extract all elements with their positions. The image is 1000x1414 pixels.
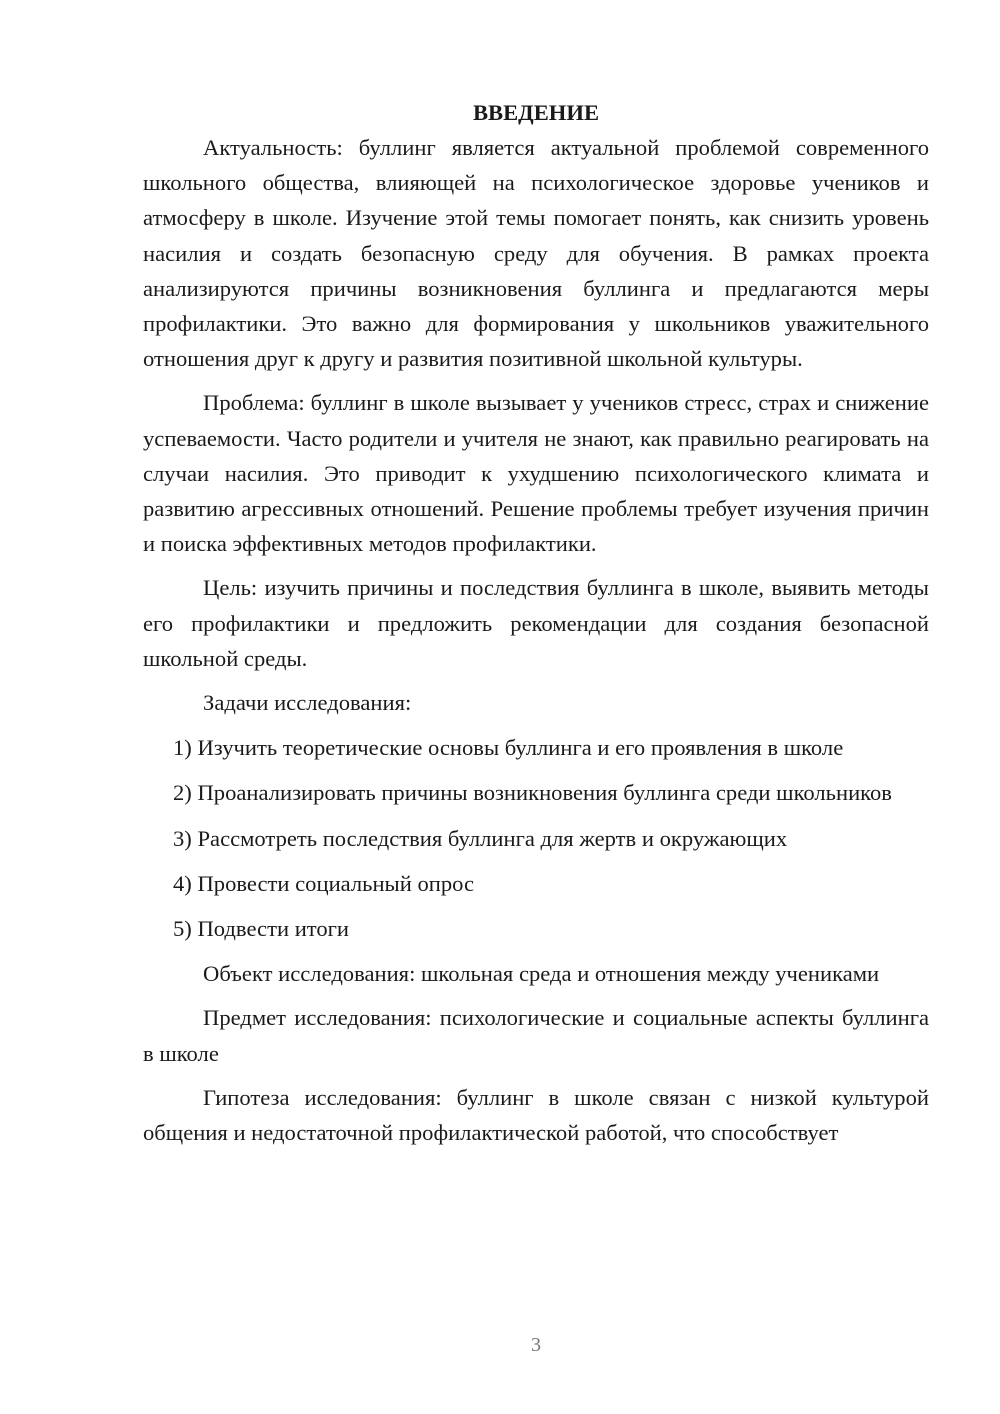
paragraph-relevance: Актуальность: буллинг является актуальной проблемой современного школьного общества, влияющей на психологическое здоровье учеников и атмосферу в школе. Изучение этой темы помогает понять, как снизить уровень насилия и создать безопасную среду для обучения. В рамках проекта анализируются причины возникновения буллинга и предлагаются меры профилактики. Это важно для формирования у школьников уважительного отношения друг к другу и развития позитивной школьной культуры. bbox=[143, 135, 929, 372]
paragraph-subject: Предмет исследования: психологические и социальные аспекты буллинга в школе bbox=[143, 1005, 929, 1066]
list-item: 4) Провести социальный опрос bbox=[173, 870, 475, 896]
tasks-title: Задачи исследования: bbox=[203, 690, 412, 716]
list-item: 2) Проанализировать причины возникновения буллинга среди школьников bbox=[173, 780, 892, 806]
page-content bbox=[143, 95, 929, 1159]
paragraph-problem: Проблема: буллинг в школе вызывает у учеников стресс, страх и снижение успеваемости. Часто родители и учителя не знают, как правильно реагировать на случаи насилия. Это приводит к ухудшению психологического климата и развитию агрессивных отношений. Решение проблемы требует изучения причин и поиска эффективных методов профилактики. bbox=[143, 390, 929, 557]
paragraph-object: Объект исследования: школьная среда и отношения между учениками bbox=[203, 961, 880, 987]
list-item: 1) Изучить теоретические основы буллинга и его проявления в школе bbox=[173, 735, 844, 761]
list-item: 3) Рассмотреть последствия буллинга для жертв и окружающих bbox=[173, 825, 788, 851]
paragraph-goal: Цель: изучить причины и последствия буллинга в школе, выявить методы его профилактики и предложить рекомендации для создания безопасной школьной среды. bbox=[143, 575, 929, 671]
list-item: 5) Подвести итоги bbox=[173, 916, 350, 942]
tasks-list bbox=[143, 730, 929, 946]
page-number: 3 bbox=[531, 1334, 541, 1356]
paragraph-hypothesis: Гипотеза исследования: буллинг в школе связан с низкой культурой общения и недостаточной профилактической работой, что способствует bbox=[143, 1084, 929, 1146]
page-heading: ВВЕДЕНИЕ bbox=[472, 100, 600, 125]
